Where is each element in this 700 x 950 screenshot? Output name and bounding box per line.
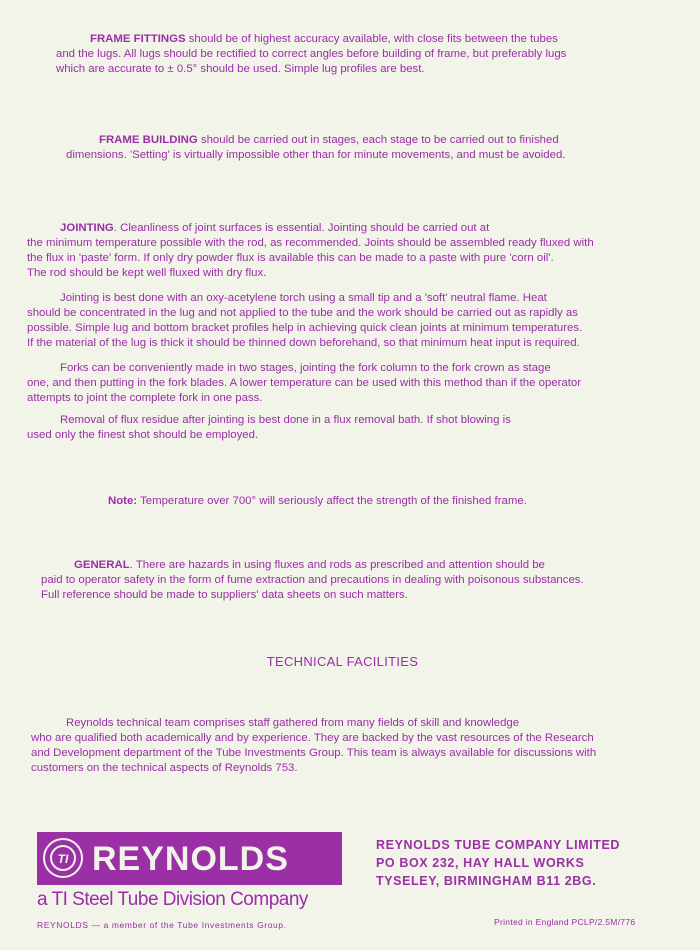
paragraph-line: the minimum temperature possible with the rod, as recommended. Joints should be assembled ready fluxed with — [27, 237, 594, 249]
flux-removal-paragraph — [27, 413, 511, 443]
note-text: Temperature over 700° will seriously affect the strength of the finished frame. — [137, 495, 527, 507]
paragraph-line: should be carried out in stages, each stage to be carried out to finished — [197, 134, 559, 146]
paragraph-line: paid to operator safety in the form of fume extraction and precautions in dealing with poisonous substances. — [41, 574, 584, 586]
paragraph-line: who are qualified both academically and by experience. They are backed by the vast resources of the Research — [31, 732, 594, 744]
frame-building-paragraph — [66, 133, 565, 163]
footer-member-line: REYNOLDS — a member of the Tube Investments Group. — [37, 920, 287, 930]
paragraph-line: which are accurate to ± 0.5° should be used. Simple lug profiles are best. — [56, 63, 425, 75]
paragraph-line: should be of highest accuracy available, with close fits between the tubes — [185, 33, 558, 45]
section-heading: TECHNICAL FACILITIES — [266, 654, 419, 669]
logo-wordmark: REYNOLDS — [92, 840, 289, 878]
paragraph-line: Full reference should be made to suppliers' data sheets on such matters. — [41, 589, 408, 601]
paragraph-line: one, and then putting in the fork blades. A lower temperature can be used with this method than if the operator — [27, 377, 582, 389]
frame-fittings-lead: FRAME FITTINGS — [90, 33, 186, 45]
note-paragraph — [108, 494, 527, 509]
address-line: REYNOLDS TUBE COMPANY LIMITED — [376, 838, 621, 852]
paragraph-line: The rod should be kept well fluxed with dry flux. — [27, 267, 267, 279]
frame-building-lead: FRAME BUILDING — [99, 134, 198, 146]
print-info: Printed in England PCLP/2.5M/776 — [494, 917, 636, 927]
paragraph-line: . Cleanliness of joint surfaces is essential. Jointing should be carried out at — [113, 222, 490, 234]
company-address — [376, 836, 620, 890]
general-paragraph — [41, 558, 584, 603]
note-lead: Note: — [108, 495, 138, 507]
paragraph-line: should be concentrated in the lug and not applied to the tube and the work should be carried out as rapidly as — [27, 307, 578, 319]
technical-paragraph — [31, 716, 596, 776]
paragraph-line: dimensions. 'Setting' is virtually impossible other than for minute movements, and must be avoided. — [66, 149, 566, 161]
paragraph-line: Removal of flux residue after jointing is best done in a flux removal bath. If shot blowing is — [60, 414, 511, 426]
jointing-paragraph — [27, 221, 594, 281]
division-tagline: a TI Steel Tube Division Company — [37, 889, 308, 910]
paragraph-line: Forks can be conveniently made in two stages, jointing the fork column to the fork crown as stage — [60, 362, 551, 374]
paragraph-line: attempts to joint the complete fork in one pass. — [27, 392, 263, 404]
paragraph-line: and Development department of the Tube Investments Group. This team is always available for discussions with — [31, 747, 597, 759]
paragraph-line: and the lugs. All lugs should be rectified to correct angles before building of frame, but preferably lugs — [56, 48, 567, 60]
paragraph-line: Reynolds technical team comprises staff gathered from many fields of skill and knowledge — [66, 717, 520, 729]
torch-paragraph — [27, 291, 582, 351]
frame-fittings-paragraph — [56, 32, 566, 77]
paragraph-line: the flux in 'paste' form. If only dry powder flux is available this can be made to a paste with pure 'corn oil'. — [27, 252, 554, 264]
address-line: PO BOX 232, HAY HALL WORKS — [376, 856, 585, 870]
paragraph-line: Jointing is best done with an oxy-acetylene torch using a small tip and a 'soft' neutral flame. Heat — [60, 292, 547, 304]
ti-logo-icon — [43, 838, 83, 878]
address-line: TYSELEY, BIRMINGHAM B11 2BG. — [376, 874, 597, 888]
ti-logo-text: TI — [57, 852, 69, 866]
paragraph-line: used only the finest shot should be employed. — [27, 429, 259, 441]
paragraph-line: If the material of the lug is thick it should be thinned down beforehand, so that minimum heat input is required. — [27, 337, 580, 349]
paragraph-line: possible. Simple lug and bottom bracket profiles help in achieving quick clean joints at minimum temperatures. — [27, 322, 583, 334]
paragraph-line: . There are hazards in using fluxes and rods as prescribed and attention should be — [129, 559, 545, 571]
jointing-lead: JOINTING — [60, 222, 114, 234]
paragraph-line: customers on the technical aspects of Reynolds 753. — [31, 762, 298, 774]
general-lead: GENERAL — [74, 559, 130, 571]
reynolds-logo — [37, 832, 342, 885]
forks-paragraph — [27, 361, 581, 406]
